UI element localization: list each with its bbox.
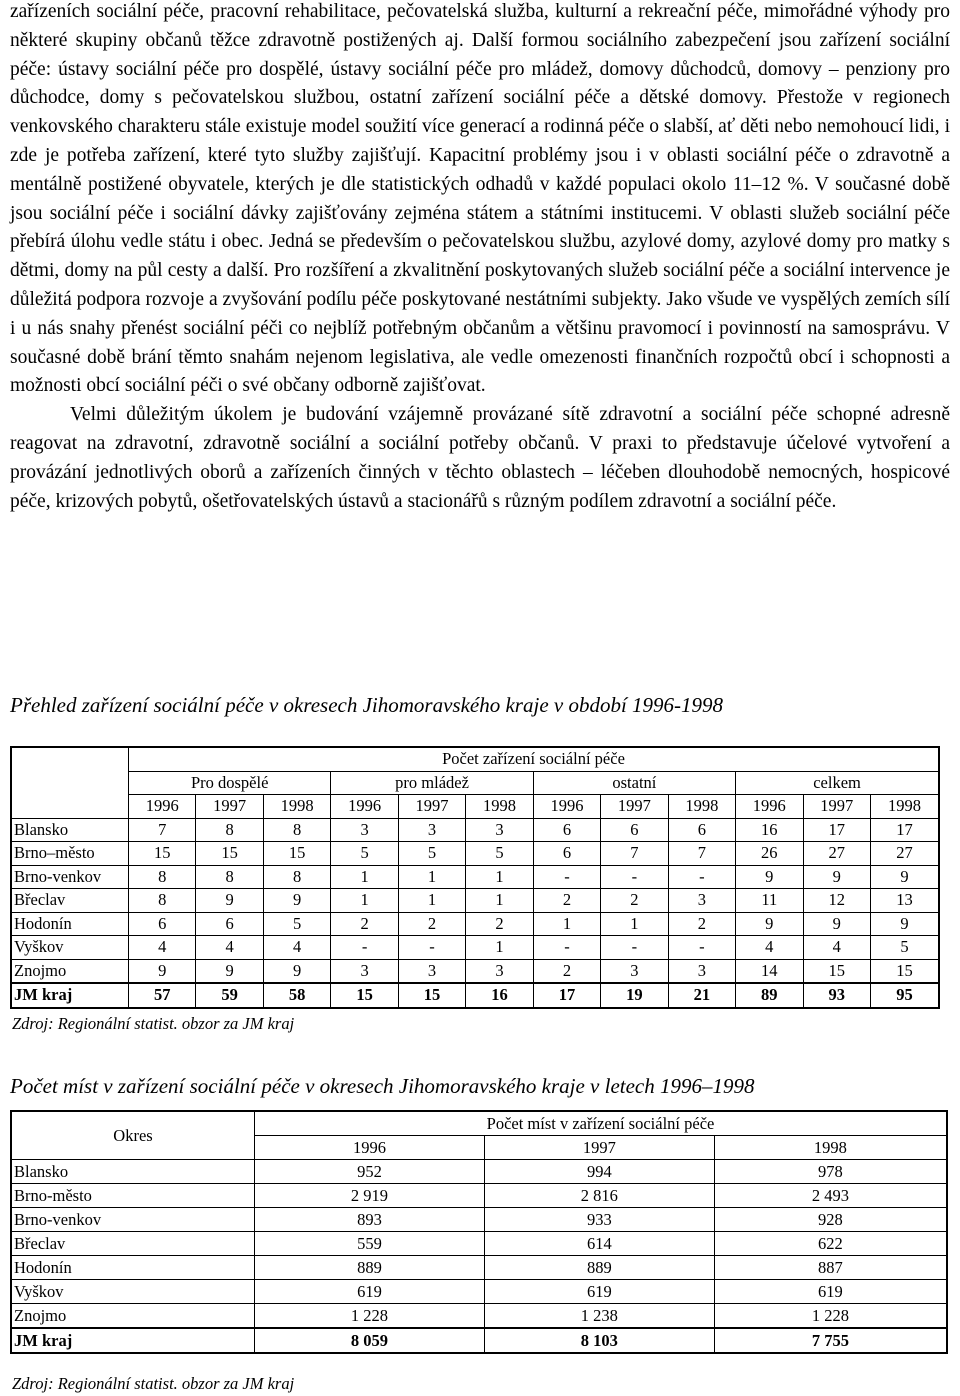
table-cell: 2 493 <box>714 1184 947 1208</box>
table-cell: 2 919 <box>255 1184 485 1208</box>
table1-corner-cell <box>11 795 129 819</box>
table1-title: Přehled zařízení sociální péče v okresech Jihomoravského kraje v období 1996-1998 <box>10 693 724 717</box>
table-cell: 7 755 <box>714 1328 947 1353</box>
table1-corner-cell <box>11 747 129 771</box>
table-row <box>11 959 939 983</box>
table-cell: 1 <box>398 889 465 913</box>
table-row <box>11 1208 947 1232</box>
table-cell: 27 <box>870 842 939 866</box>
table-cell: 2 <box>466 912 533 936</box>
table-cell: 9 <box>263 959 330 983</box>
table-cell: 1 228 <box>255 1304 485 1329</box>
table-cell: 15 <box>129 842 196 866</box>
table-cell: 5 <box>331 842 398 866</box>
table-cell: 1 <box>466 889 533 913</box>
district-name: Blansko <box>11 818 129 842</box>
table-cell: 89 <box>736 983 803 1008</box>
table1-header-row-main <box>11 747 939 771</box>
table-cell: 4 <box>803 936 870 960</box>
table-cell: 622 <box>714 1232 947 1256</box>
table-row <box>11 889 939 913</box>
table-cell: 978 <box>714 1160 947 1184</box>
table1-corner-cell <box>11 771 129 795</box>
total-label: JM kraj <box>11 983 129 1008</box>
district-name: Znojmo <box>11 959 129 983</box>
table-cell: 9 <box>736 912 803 936</box>
table-cell: 9 <box>196 959 263 983</box>
table-cell: 7 <box>129 818 196 842</box>
district-name: Brno-město <box>11 1184 255 1208</box>
table-cell: 7 <box>668 842 735 866</box>
district-name: Znojmo <box>11 1304 255 1329</box>
table-cell: 17 <box>870 818 939 842</box>
table-cell: 9 <box>196 889 263 913</box>
table-cell: 11 <box>736 889 803 913</box>
table-cell: 93 <box>803 983 870 1008</box>
table-total-row <box>11 983 939 1008</box>
table2-title: Počet míst v zařízení sociální péče v okresech Jihomoravského kraje v letech 1996–1998 <box>10 1074 755 1098</box>
table-cell: 933 <box>484 1208 714 1232</box>
table-cell: 5 <box>398 842 465 866</box>
table-cell: 2 <box>601 889 668 913</box>
table-cell: 3 <box>668 959 735 983</box>
facilities-table <box>10 746 940 1009</box>
table1-year-header: 1997 <box>803 795 870 819</box>
table-cell: 9 <box>736 865 803 889</box>
district-name: Vyškov <box>11 1280 255 1304</box>
table-cell: 1 <box>331 889 398 913</box>
table-cell: 8 <box>196 865 263 889</box>
table-cell: 6 <box>601 818 668 842</box>
table-row <box>11 936 939 960</box>
table-cell: 889 <box>484 1256 714 1280</box>
table-cell: 57 <box>129 983 196 1008</box>
table-row <box>11 912 939 936</box>
table1-year-header: 1996 <box>129 795 196 819</box>
table-cell: 6 <box>533 818 600 842</box>
table-cell: 619 <box>484 1280 714 1304</box>
table-row <box>11 1184 947 1208</box>
table-cell: - <box>668 865 735 889</box>
district-name: Břeclav <box>11 1232 255 1256</box>
district-name: Břeclav <box>11 889 129 913</box>
table-cell: 889 <box>255 1256 485 1280</box>
table1-year-header: 1996 <box>736 795 803 819</box>
table-cell: 2 <box>533 889 600 913</box>
table2-source: Zdroj: Regionální statist. obzor za JM kraj <box>12 1374 295 1393</box>
table-cell: - <box>398 936 465 960</box>
document-page <box>10 0 950 1393</box>
table-cell: 1 <box>466 936 533 960</box>
table-cell: 17 <box>803 818 870 842</box>
table1-year-header: 1997 <box>196 795 263 819</box>
table-cell: 9 <box>263 889 330 913</box>
table-cell: 15 <box>196 842 263 866</box>
table-cell: 12 <box>803 889 870 913</box>
table-cell: 3 <box>601 959 668 983</box>
table-cell: 27 <box>803 842 870 866</box>
table-cell: 614 <box>484 1232 714 1256</box>
district-name: Hodonín <box>11 1256 255 1280</box>
table-cell: 17 <box>533 983 600 1008</box>
table1-year-header: 1996 <box>533 795 600 819</box>
table-row <box>11 1280 947 1304</box>
table-cell: 15 <box>870 959 939 983</box>
table-cell: - <box>533 865 600 889</box>
table1-year-header: 1997 <box>398 795 465 819</box>
table-cell: 1 <box>466 865 533 889</box>
table-cell: 619 <box>255 1280 485 1304</box>
table-cell: 8 <box>129 865 196 889</box>
table1-group-header: pro mládež <box>331 771 533 795</box>
table-cell: 1 <box>398 865 465 889</box>
table-cell: 16 <box>736 818 803 842</box>
table-cell: 95 <box>870 983 939 1008</box>
table2-header-row-main <box>11 1111 947 1136</box>
table-cell: 2 <box>533 959 600 983</box>
table-cell: 5 <box>466 842 533 866</box>
table-cell: 7 <box>601 842 668 866</box>
table-row <box>11 1256 947 1280</box>
table1-year-header: 1998 <box>870 795 939 819</box>
table-cell: 4 <box>129 936 196 960</box>
table-cell: 19 <box>601 983 668 1008</box>
table-cell: 8 <box>196 818 263 842</box>
table-cell: - <box>331 936 398 960</box>
table-cell: 5 <box>263 912 330 936</box>
table-row <box>11 1232 947 1256</box>
table-cell: 5 <box>870 936 939 960</box>
table-cell: 4 <box>196 936 263 960</box>
table1-group-header: ostatní <box>533 771 735 795</box>
table-cell: 15 <box>263 842 330 866</box>
table2-year-header: 1997 <box>484 1136 714 1160</box>
table-cell: 9 <box>870 912 939 936</box>
table-cell: 3 <box>398 818 465 842</box>
table-cell: - <box>601 936 668 960</box>
table1-year-header: 1998 <box>466 795 533 819</box>
table-cell: 14 <box>736 959 803 983</box>
table-cell: 8 <box>263 818 330 842</box>
table-cell: 887 <box>714 1256 947 1280</box>
table1-header-row-years <box>11 795 939 819</box>
table-cell: 3 <box>331 959 398 983</box>
table1-source: Zdroj: Regionální statist. obzor za JM kraj <box>12 1014 295 1033</box>
table-row <box>11 1304 947 1329</box>
table-total-row <box>11 1328 947 1353</box>
table-cell: 6 <box>533 842 600 866</box>
table-cell: - <box>601 865 668 889</box>
table-cell: 952 <box>255 1160 485 1184</box>
district-name: Brno–město <box>11 842 129 866</box>
table-cell: - <box>533 936 600 960</box>
table2-year-header: 1996 <box>255 1136 485 1160</box>
table-row <box>11 842 939 866</box>
table-cell: 9 <box>870 865 939 889</box>
table-cell: 1 228 <box>714 1304 947 1329</box>
table-cell: 15 <box>398 983 465 1008</box>
capacity-table <box>10 1110 948 1354</box>
table-cell: 6 <box>668 818 735 842</box>
table1-year-header: 1998 <box>263 795 330 819</box>
table-cell: 4 <box>736 936 803 960</box>
table-cell: 3 <box>331 818 398 842</box>
table-row <box>11 818 939 842</box>
table-cell: 928 <box>714 1208 947 1232</box>
table-cell: 9 <box>129 959 196 983</box>
district-name: Brno-venkov <box>11 865 129 889</box>
table-cell: 59 <box>196 983 263 1008</box>
table-cell: 8 <box>263 865 330 889</box>
table-cell: 893 <box>255 1208 485 1232</box>
table1-year-header: 1998 <box>668 795 735 819</box>
table1-group-header: Pro dospělé <box>129 771 331 795</box>
table-cell: 2 816 <box>484 1184 714 1208</box>
table-cell: 2 <box>668 912 735 936</box>
table-cell: 8 059 <box>255 1328 485 1353</box>
table-cell: 4 <box>263 936 330 960</box>
table-cell: 3 <box>668 889 735 913</box>
table-cell: 9 <box>803 865 870 889</box>
table-cell: 3 <box>398 959 465 983</box>
table-cell: 3 <box>466 959 533 983</box>
table-cell: 3 <box>466 818 533 842</box>
total-label: JM kraj <box>11 1328 255 1353</box>
table-cell: 994 <box>484 1160 714 1184</box>
table-cell: 16 <box>466 983 533 1008</box>
table1-group-header: celkem <box>736 771 939 795</box>
table-cell: 619 <box>714 1280 947 1304</box>
table-cell: 1 238 <box>484 1304 714 1329</box>
table-cell: 21 <box>668 983 735 1008</box>
district-name: Hodonín <box>11 912 129 936</box>
table-cell: 1 <box>331 865 398 889</box>
table-row <box>11 1160 947 1184</box>
table-cell: - <box>668 936 735 960</box>
table-row <box>11 865 939 889</box>
table-cell: 1 <box>533 912 600 936</box>
table-cell: 6 <box>196 912 263 936</box>
table-cell: 6 <box>129 912 196 936</box>
body-paragraph-1: zařízeních sociální péče, pracovní rehabilitace, pečovatelská služba, kulturní a rekreační péče, mimořádné výhody pro některé skupiny občanů těžce zdravotně postižených aj. Další formou sociálního zabezpečení jsou zařízení sociální péče: ústavy sociální péče pro dospělé, ústavy sociální péče pro mládež, domovy důchodců, domovy – penziony pro důchodce, domy s pečovatelskou službou, ostatní zařízení sociální péče a dětské domovy. Přestože v regionech venkovského charakteru stále existuje model soužití více generací a rodinná péče o slabší, ať děti nebo nemohoucí lidi, i zde je potřeba zařízení, které tyto služby zajišťují. Kapacitní problémy jsou i v oblasti sociální péče o zdravotně a mentálně postižené obyvatele, kterých je dle statistických odhadů v každé populaci okolo 11–12 %. V současné době jsou sociální péče i sociální dávky zajišťovány zejména státem a státními institucemi. V oblasti služeb sociální péče přebírá úlohu vedle státu i obec. Jedná se především o pečovatelskou službu, azylové domy, azylové domy pro matky s dětmi, domy na půl cesty a další. Pro rozšíření a zkvalitnění poskytovaných služeb sociální péče a sociální intervence je důležitá podpora rozvoje a zvyšování podílu péče poskytované nestátními subjekty. Jako všude ve vyspělých zemích sílí i u nás snahy přenést sociální péči co nejblíž potřebným občanům a většinu pravomocí i povinností na samosprávu. V současné době brání těmto snahám nejenom legislativa, ale vedle omezenosti finančních rozpočtů obcí i schopnosti a možnosti obcí sociální péči o své občany odborně zajišťovat. <box>10 1 950 397</box>
table2-okres-header: Okres <box>11 1111 255 1160</box>
table-cell: 26 <box>736 842 803 866</box>
table2-year-header: 1998 <box>714 1136 947 1160</box>
table-cell: 2 <box>331 912 398 936</box>
table1-year-header: 1997 <box>601 795 668 819</box>
table1-year-header: 1996 <box>331 795 398 819</box>
table-cell: 58 <box>263 983 330 1008</box>
district-name: Brno-venkov <box>11 1208 255 1232</box>
table-cell: 8 103 <box>484 1328 714 1353</box>
table1-header-row-groups <box>11 771 939 795</box>
table2-main-header: Počet míst v zařízení sociální péče <box>255 1111 948 1136</box>
table-cell: 13 <box>870 889 939 913</box>
district-name: Vyškov <box>11 936 129 960</box>
table-cell: 9 <box>803 912 870 936</box>
table-cell: 8 <box>129 889 196 913</box>
district-name: Blansko <box>11 1160 255 1184</box>
table-cell: 15 <box>803 959 870 983</box>
table-cell: 15 <box>331 983 398 1008</box>
table-cell: 559 <box>255 1232 485 1256</box>
table-cell: 2 <box>398 912 465 936</box>
table-cell: 1 <box>601 912 668 936</box>
table1-main-header: Počet zařízení sociální péče <box>129 747 940 771</box>
body-paragraph-2: Velmi důležitým úkolem je budování vzájemně provázané sítě zdravotní a sociální péče schopné adresně reagovat na zdravotní, zdravotně sociální a sociální potřeby občanů. V praxi to představuje účelové vytvoření a provázání jednotlivých oborů a zařízeních činných v těchto oblastech – léčeben dlouhodobě nemocných, hospicové péče, krizových pobytů, ošetřovatelských ústavů a stacionářů s různým podílem zdravotní a sociální péče. <box>10 404 950 512</box>
